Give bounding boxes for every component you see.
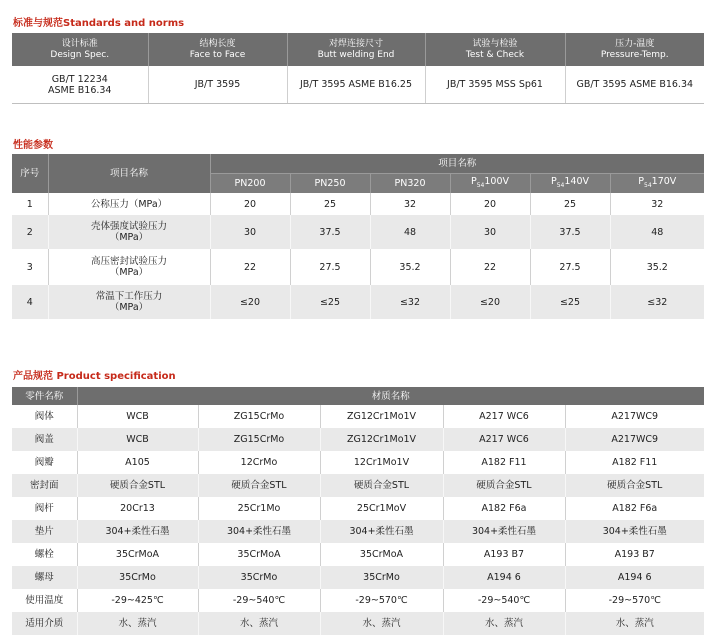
standards-value-row — [12, 66, 704, 104]
header-face-to-face: 结构长度 Face to Face — [148, 33, 287, 66]
table-row: 阀体 WCB ZG15CrMo ZG12Cr1Mo1V A217 WC6 A217WC9 — [12, 405, 704, 428]
table-row: 1 公称压力（MPa） 20 25 32 20 25 32 — [12, 193, 704, 215]
performance-header-row-1 — [12, 154, 704, 173]
class-header: $P_{54}100V$ — [450, 173, 530, 193]
class-header: PN320 — [370, 173, 450, 193]
value-face-to-face: JB/T 3595 — [148, 66, 287, 104]
table-row: 阀杆 20Cr13 25Cr1Mo 25Cr1MoV A182 F6a A182 F6a — [12, 497, 704, 520]
table-row: 适用介质 水、蒸汽 水、蒸汽 水、蒸汽 水、蒸汽 水、蒸汽 — [12, 612, 704, 635]
table-row: 2 壳体强度试验压力 （MPa） 30 37.5 48 30 37.5 48 — [12, 215, 704, 249]
table-row: 使用温度 -29~425℃ -29~540℃ -29~570℃ -29~540℃ -29~570℃ — [12, 589, 704, 612]
group-header: 项目名称 — [210, 154, 704, 173]
performance-table — [12, 154, 704, 319]
performance-title: 性能参数 — [13, 140, 53, 151]
header-test-check: 试验与检验 Test & Check — [425, 33, 565, 66]
standards-table — [12, 33, 704, 104]
class-header: $P_{54}170V$ — [610, 173, 704, 193]
header-butt-welding-end: 对焊连接尺寸 Butt welding End — [287, 33, 425, 66]
header-pressure-temp: 压力-温度 Pressure-Temp. — [565, 33, 704, 66]
table-row: 3 高压密封试验压力 （MPa） 22 27.5 35.2 22 27.5 35.2 — [12, 249, 704, 285]
value-pressure-temp: GB/T 3595 ASME B16.34 — [565, 66, 704, 104]
table-row: 阀盖 WCB ZG15CrMo ZG12Cr1Mo1V A217 WC6 A217WC9 — [12, 428, 704, 451]
value-test-check: JB/T 3595 MSS Sp61 — [425, 66, 565, 104]
table-row: 密封面 硬质合金STL 硬质合金STL 硬质合金STL 硬质合金STL 硬质合金STL — [12, 474, 704, 497]
standards-title: 标准与规范Standards and norms — [13, 18, 185, 29]
product-table — [12, 387, 704, 635]
class-header: PN250 — [290, 173, 370, 193]
col-part-header: 零件名称 — [12, 387, 77, 405]
table-row: 螺栓 35CrMoA 35CrMoA 35CrMoA A193 B7 A193 B7 — [12, 543, 704, 566]
header-design-spec: 设计标准 Design Spec. — [12, 33, 148, 66]
table-row: 螺母 35CrMo 35CrMo 35CrMo A194 6 A194 6 — [12, 566, 704, 589]
table-row: 垫片 304+柔性石墨 304+柔性石墨 304+柔性石墨 304+柔性石墨 304+柔性石墨 — [12, 520, 704, 543]
standards-header-row — [12, 33, 704, 66]
col-material-header: 材质名称 — [77, 387, 704, 405]
col-item-header: 项目名称 — [48, 154, 210, 193]
table-row: 阀瓣 A105 12CrMo 12Cr1Mo1V A182 F11 A182 F11 — [12, 451, 704, 474]
product-header-row — [12, 387, 704, 405]
class-header: PN200 — [210, 173, 290, 193]
value-butt-welding-end: JB/T 3595 ASME B16.25 — [287, 66, 425, 104]
table-row: 4 常温下工作压力 （MPa） ≤20 ≤25 ≤32 ≤20 ≤25 ≤32 — [12, 285, 704, 319]
value-design-spec: GB/T 12234 ASME B16.34 — [12, 66, 148, 104]
product-title: 产品规范 Product specification — [13, 371, 176, 382]
class-header: $P_{54}140V$ — [530, 173, 610, 193]
col-no-header: 序号 — [12, 154, 48, 193]
